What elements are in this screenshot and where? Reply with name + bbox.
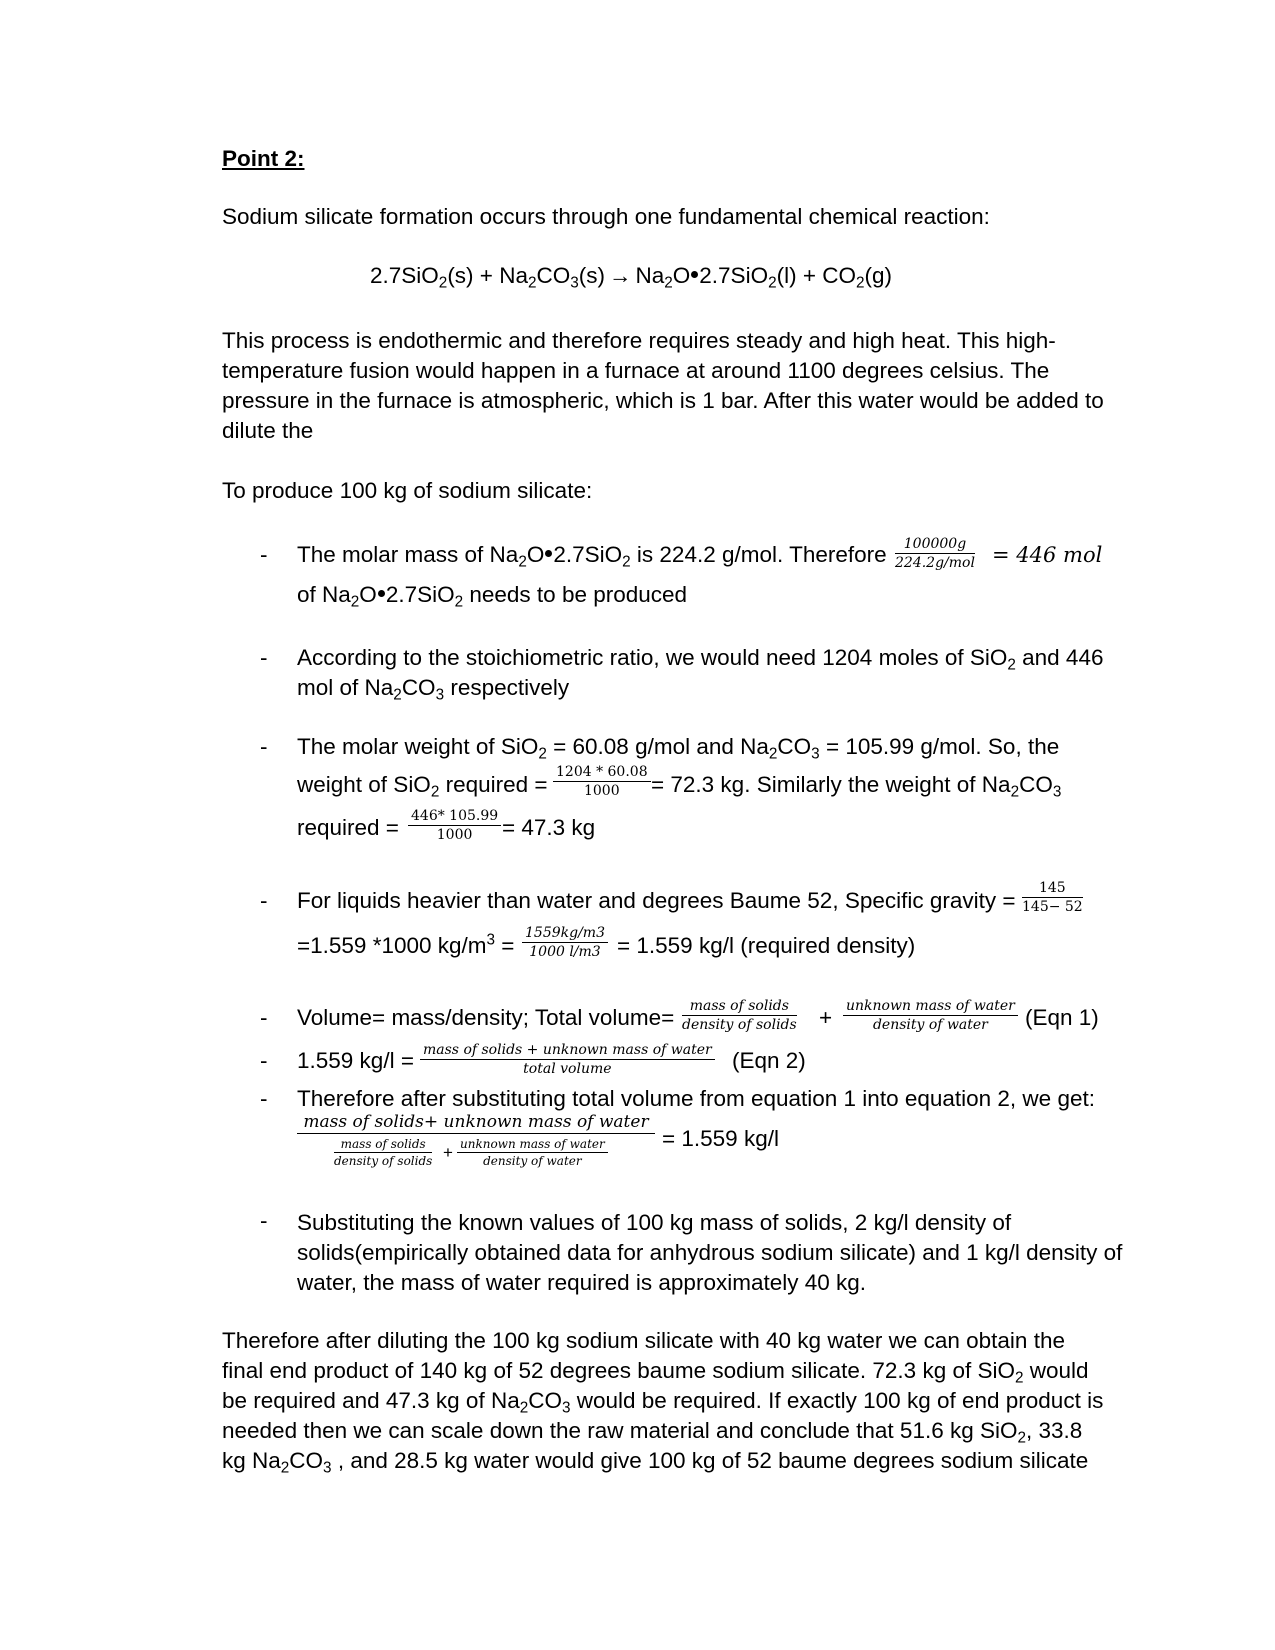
density-line: =1.559 *1000 $kg/m^3$ =: [297, 931, 515, 958]
bullet-dash: -: [260, 542, 268, 567]
sub-fraction-water: unknown mass of water density of water: [457, 1137, 608, 1168]
water-volume-fraction: unknown mass of water density of water: [843, 998, 1018, 1033]
na2co3-weight-result: = 47.3 kg: [502, 815, 596, 840]
eqn2-line: 1.559 kg/l =: [297, 1048, 414, 1073]
eqn2-label: (Eqn 2): [732, 1048, 806, 1073]
sio2-weight-line: weight of SiO$_2$ required =: [297, 772, 548, 801]
page-heading: Point 2:: [222, 146, 305, 171]
stoich-line-2: mol of $Na_2CO_3$ respectively: [297, 675, 570, 704]
bullet-dash: -: [260, 1086, 268, 1111]
sio2-weight-fraction: $\frac{1204 * 60.08}{1000}$: [553, 764, 651, 799]
compound-fraction: [297, 1112, 655, 1176]
bullet-dot-icon: [378, 590, 385, 597]
na2co3-weight-label: required =: [297, 815, 399, 840]
process-paragraph: This process is endothermic and therefore requires steady and high heat. This high-temperature fusion would happen in a furnace at around 1100 degrees celsius. The pressure in the furnace is atmospheric, which is 1 bar. After this water would be added to dilute the: [222, 328, 1104, 443]
molar-mass-line-2: of $Na_2O$ 2.7SiO$_2$ needs to be produced: [297, 582, 688, 611]
sub-fraction-solids: mass of solids density of solids: [334, 1137, 433, 1168]
bullet-dash: -: [260, 645, 268, 670]
plus-sign: +: [819, 1005, 833, 1030]
stoich-line: According to the stoichiometric ratio, we would need 1204 moles of SiO$_2$ and 446: [297, 645, 1104, 674]
density-fraction: $\frac{1559kg/m3}{1000 l/m3}$: [522, 925, 608, 960]
volume-line: Volume= mass/density; Total volume=: [297, 1005, 675, 1030]
bullet-dot-icon: [545, 550, 552, 557]
substitution-line: Therefore after substituting total volume from equation 1 into equation 2, we get:: [297, 1086, 1095, 1111]
bullet-dash: -: [260, 1208, 268, 1233]
eqn1-label: (Eqn 1): [1025, 1005, 1099, 1030]
molar-fraction: 100000g 224.2g/mol: [895, 536, 975, 571]
density-result: = 1.559 kg/l (required density): [617, 933, 916, 958]
mol-result: = 446 mol: [992, 543, 1103, 567]
molar-mass-line: The molar mass of $Na_2O$ 2.7SiO$_2$ is 224.2 g/mol. Therefore: [297, 542, 887, 571]
specific-gravity-fraction: $\frac{145}{145- 52}$: [1022, 880, 1083, 915]
sub-plus-sign: +: [443, 1143, 453, 1162]
produce-line: To produce 100 kg of sodium silicate:: [222, 478, 593, 503]
specific-gravity-line: For liquids heavier than water and degrees Baume 52, Specific gravity =: [297, 888, 1016, 913]
bullet-dot-icon: [691, 271, 698, 278]
na2co3-weight-fraction: $\frac{446* 105.99}{1000}$: [408, 808, 501, 843]
arrow-icon: →: [608, 263, 632, 288]
compound-result: = 1.559 kg/l: [662, 1126, 779, 1151]
reaction-equation: $2.7SiO_2(s) + Na_2CO_3(s) \to Na_2O$ $2.7SiO_2(l) + CO_2(g)$: [370, 263, 892, 292]
bullet-dash: -: [260, 734, 268, 759]
bullet-dash: -: [260, 888, 268, 913]
eqn2-fraction: mass of solids + unknown mass of water total volume: [420, 1042, 715, 1077]
solids-volume-fraction: mass of solids density of solids: [682, 998, 797, 1033]
known-values-paragraph: Substituting the known values of 100 kg mass of solids, 2 kg/l density of solids(empirically obtained data for anhydrous sodium silicate) and 1 kg/l density of water, the mass of water required is approximately 40 kg.: [297, 1210, 1123, 1295]
intro-text: Sodium silicate formation occurs through one fundamental chemical reaction:: [222, 204, 990, 229]
molar-weight-line: The molar weight of SiO$_2$ = 60.08 g/mol and $Na_2CO_3 = 105.99$ g/mol. So, the: [297, 734, 1060, 763]
compound-numerator: mass of solids+ unknown mass of water: [297, 1112, 655, 1134]
bullet-dash: -: [260, 1048, 268, 1073]
sio2-weight-result: = 72.3 kg. Similarly the weight of $Na_2CO_3$: [651, 772, 1062, 801]
conclusion-paragraph: Therefore after diluting the 100 kg sodium silicate with 40 kg water we can obtain the final end product of 140 kg of 52 degrees baume sodium silicate. 72.3 kg of SiO$_2$ would be required and 47.3 kg of $Na_2CO_3$ would be required. If exactly 100 kg of end product is needed then we can scale down the raw material and conclude that 51.6 kg SiO$_2$, 33.8 kg $Na_2CO_3$ , and 28.5 kg water would give 100 kg of 52 baume degrees sodium silicate: [222, 1328, 1104, 1477]
bullet-dash: -: [260, 1005, 268, 1030]
compound-denominator: [297, 1134, 655, 1176]
